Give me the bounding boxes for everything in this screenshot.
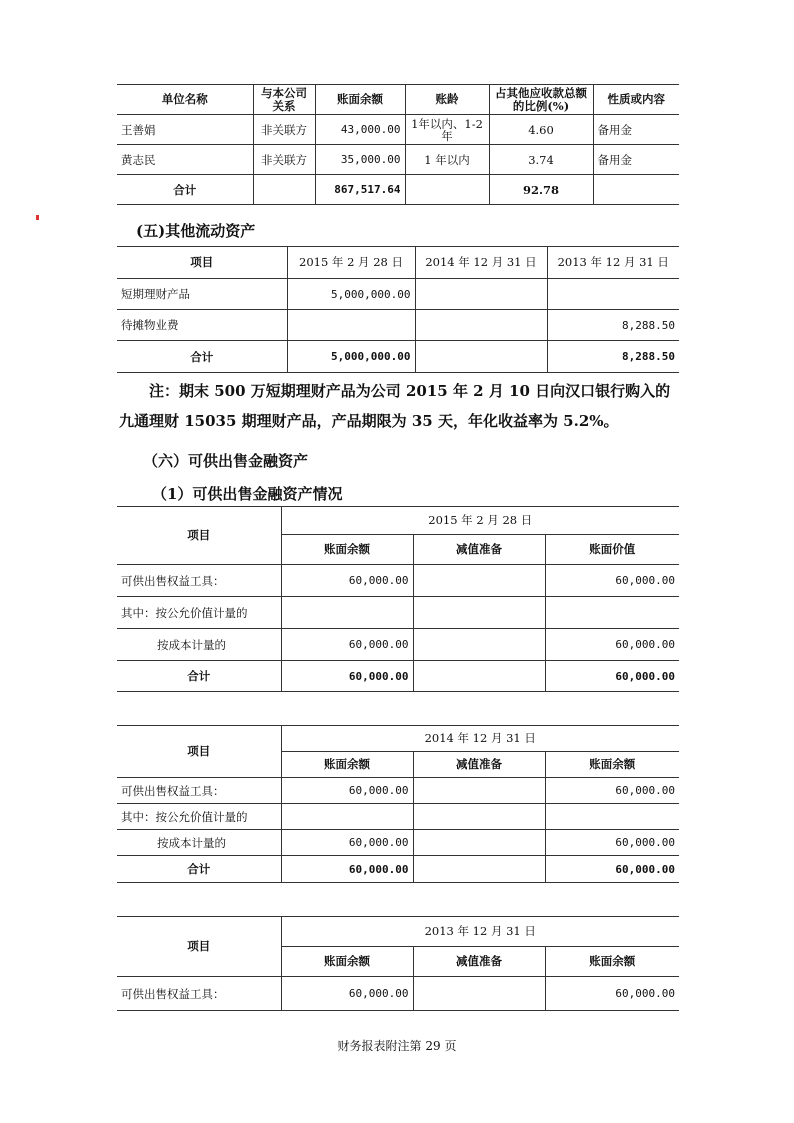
- table-row: [117, 778, 679, 804]
- cell-value: 60,000.00: [281, 629, 413, 661]
- cell-value: [413, 804, 545, 830]
- cell-value: 60,000.00: [545, 565, 679, 597]
- cell-value: 60,000.00: [545, 977, 679, 1011]
- section5-title: (五)其他流动资产: [136, 222, 256, 240]
- cell-value: [413, 629, 545, 661]
- header-impairment: 减值准备: [413, 752, 545, 778]
- table-header-row: [117, 85, 679, 115]
- total-value: [413, 661, 545, 692]
- cell-value: 60,000.00: [281, 778, 413, 804]
- afs-table-2014: [117, 725, 679, 883]
- header-relation: 与本公司关系: [253, 85, 315, 115]
- total-label: 合计: [117, 341, 287, 373]
- cell-value: 60,000.00: [281, 830, 413, 856]
- total-label: 合计: [117, 856, 281, 883]
- total-label: 合计: [117, 175, 253, 205]
- cell-value: [413, 977, 545, 1011]
- cell-item: 可供出售权益工具：: [117, 565, 281, 597]
- cell-nature: 备用金: [593, 145, 679, 175]
- header-ratio: 占其他应收款总额的比例(%): [489, 85, 593, 115]
- header-book-balance: 账面余额: [281, 752, 413, 778]
- cell-value: [415, 279, 547, 310]
- total-value: 60,000.00: [545, 856, 679, 883]
- header-item: 项目: [117, 247, 287, 279]
- cell-empty: [593, 175, 679, 205]
- note-paragraph: [119, 376, 679, 436]
- cell-value: 5,000,000.00: [287, 279, 415, 310]
- cell-value: [413, 778, 545, 804]
- cell-balance: 35,000.00: [315, 145, 405, 175]
- cell-aging: 1年以内、1-2年: [405, 115, 489, 145]
- afs-table-2015: [117, 506, 679, 692]
- header-date: 2015 年 2 月 28 日: [281, 507, 679, 535]
- table-header-row: [117, 507, 679, 535]
- total-value: 60,000.00: [545, 661, 679, 692]
- cell-value: 60,000.00: [545, 830, 679, 856]
- afs-table-2013: [117, 916, 679, 1011]
- note-line-2: 九通理财 15035 期理财产品，产品期限为 35 天，年化收益率为 5.2%。: [119, 412, 619, 430]
- cell-value: 8,288.50: [547, 310, 679, 341]
- other-current-assets-table: [117, 246, 679, 373]
- cell-value: 60,000.00: [545, 629, 679, 661]
- table-header-row: [117, 726, 679, 752]
- cell-aging: 1 年以内: [405, 145, 489, 175]
- cell-relation: 非关联方: [253, 145, 315, 175]
- cell-value: 60,000.00: [281, 977, 413, 1011]
- header-item: 项目: [117, 917, 281, 977]
- header-date: 2013 年 12 月 31 日: [281, 917, 679, 947]
- cell-value: [281, 597, 413, 629]
- table-row: [117, 629, 679, 661]
- total-value: [413, 856, 545, 883]
- cell-relation: 非关联方: [253, 115, 315, 145]
- header-unit-name: 单位名称: [117, 85, 253, 115]
- margin-mark: [36, 215, 39, 220]
- header-date-2014: 2014 年 12 月 31 日: [415, 247, 547, 279]
- cell-value: 60,000.00: [281, 565, 413, 597]
- cell-item: 其中：按公允价值计量的: [117, 804, 281, 830]
- header-book-value: 账面价值: [545, 535, 679, 565]
- cell-ratio: 3.74: [489, 145, 593, 175]
- cell-unit-name: 王善娟: [117, 115, 253, 145]
- header-book-balance: 账面余额: [281, 947, 413, 977]
- total-value: 5,000,000.00: [287, 341, 415, 373]
- header-impairment: 减值准备: [413, 535, 545, 565]
- table-row: [117, 115, 679, 145]
- cell-value: 60,000.00: [545, 778, 679, 804]
- table-row: [117, 310, 679, 341]
- table-row: [117, 977, 679, 1011]
- cell-value: [281, 804, 413, 830]
- header-book-balance: 账面余额: [281, 535, 413, 565]
- table-header-row: [117, 247, 679, 279]
- cell-item: 可供出售权益工具：: [117, 778, 281, 804]
- cell-empty: [405, 175, 489, 205]
- total-row: [117, 175, 679, 205]
- header-item: 项目: [117, 726, 281, 778]
- header-date: 2014 年 12 月 31 日: [281, 726, 679, 752]
- header-item: 项目: [117, 507, 281, 565]
- cell-item: 短期理财产品: [117, 279, 287, 310]
- total-value: 60,000.00: [281, 661, 413, 692]
- cell-item: 按成本计量的: [117, 830, 281, 856]
- cell-value: [547, 279, 679, 310]
- cell-value: [413, 597, 545, 629]
- cell-item: 待摊物业费: [117, 310, 287, 341]
- total-label: 合计: [117, 661, 281, 692]
- table-header-row: [117, 917, 679, 947]
- section6-title: （六）可供出售金融资产: [143, 452, 309, 470]
- cell-value: [545, 804, 679, 830]
- cell-value: [413, 565, 545, 597]
- cell-unit-name: 黄志民: [117, 145, 253, 175]
- header-nature: 性质或内容: [593, 85, 679, 115]
- cell-balance: 43,000.00: [315, 115, 405, 145]
- header-balance: 账面余额: [315, 85, 405, 115]
- cell-value: [545, 597, 679, 629]
- total-value: 60,000.00: [281, 856, 413, 883]
- table-row: [117, 597, 679, 629]
- total-row: [117, 341, 679, 373]
- section6-subtitle: （1）可供出售金融资产情况: [152, 485, 343, 503]
- total-row: [117, 661, 679, 692]
- total-value: [415, 341, 547, 373]
- receivables-table: [117, 84, 679, 205]
- cell-empty: [253, 175, 315, 205]
- total-value: 8,288.50: [547, 341, 679, 373]
- table-row: [117, 804, 679, 830]
- table-row: [117, 830, 679, 856]
- header-book-balance: 账面余额: [545, 752, 679, 778]
- page-footer: 财务报表附注第 29 页: [337, 1039, 457, 1053]
- cell-item: 按成本计量的: [117, 629, 281, 661]
- header-aging: 账龄: [405, 85, 489, 115]
- cell-value: [415, 310, 547, 341]
- total-balance: 867,517.64: [315, 175, 405, 205]
- cell-value: [287, 310, 415, 341]
- table-row: [117, 565, 679, 597]
- cell-nature: 备用金: [593, 115, 679, 145]
- header-book-balance: 账面余额: [545, 947, 679, 977]
- cell-item: 其中：按公允价值计量的: [117, 597, 281, 629]
- cell-ratio: 4.60: [489, 115, 593, 145]
- table-row: [117, 145, 679, 175]
- total-ratio: 92.78: [489, 175, 593, 205]
- header-date-2013: 2013 年 12 月 31 日: [547, 247, 679, 279]
- total-row: [117, 856, 679, 883]
- note-line-1: 注：期末 500 万短期理财产品为公司 2015 年 2 月 10 日向汉口银行购入的: [149, 382, 671, 400]
- table-row: [117, 279, 679, 310]
- header-date-2015: 2015 年 2 月 28 日: [287, 247, 415, 279]
- cell-value: [413, 830, 545, 856]
- header-impairment: 减值准备: [413, 947, 545, 977]
- cell-item: 可供出售权益工具：: [117, 977, 281, 1011]
